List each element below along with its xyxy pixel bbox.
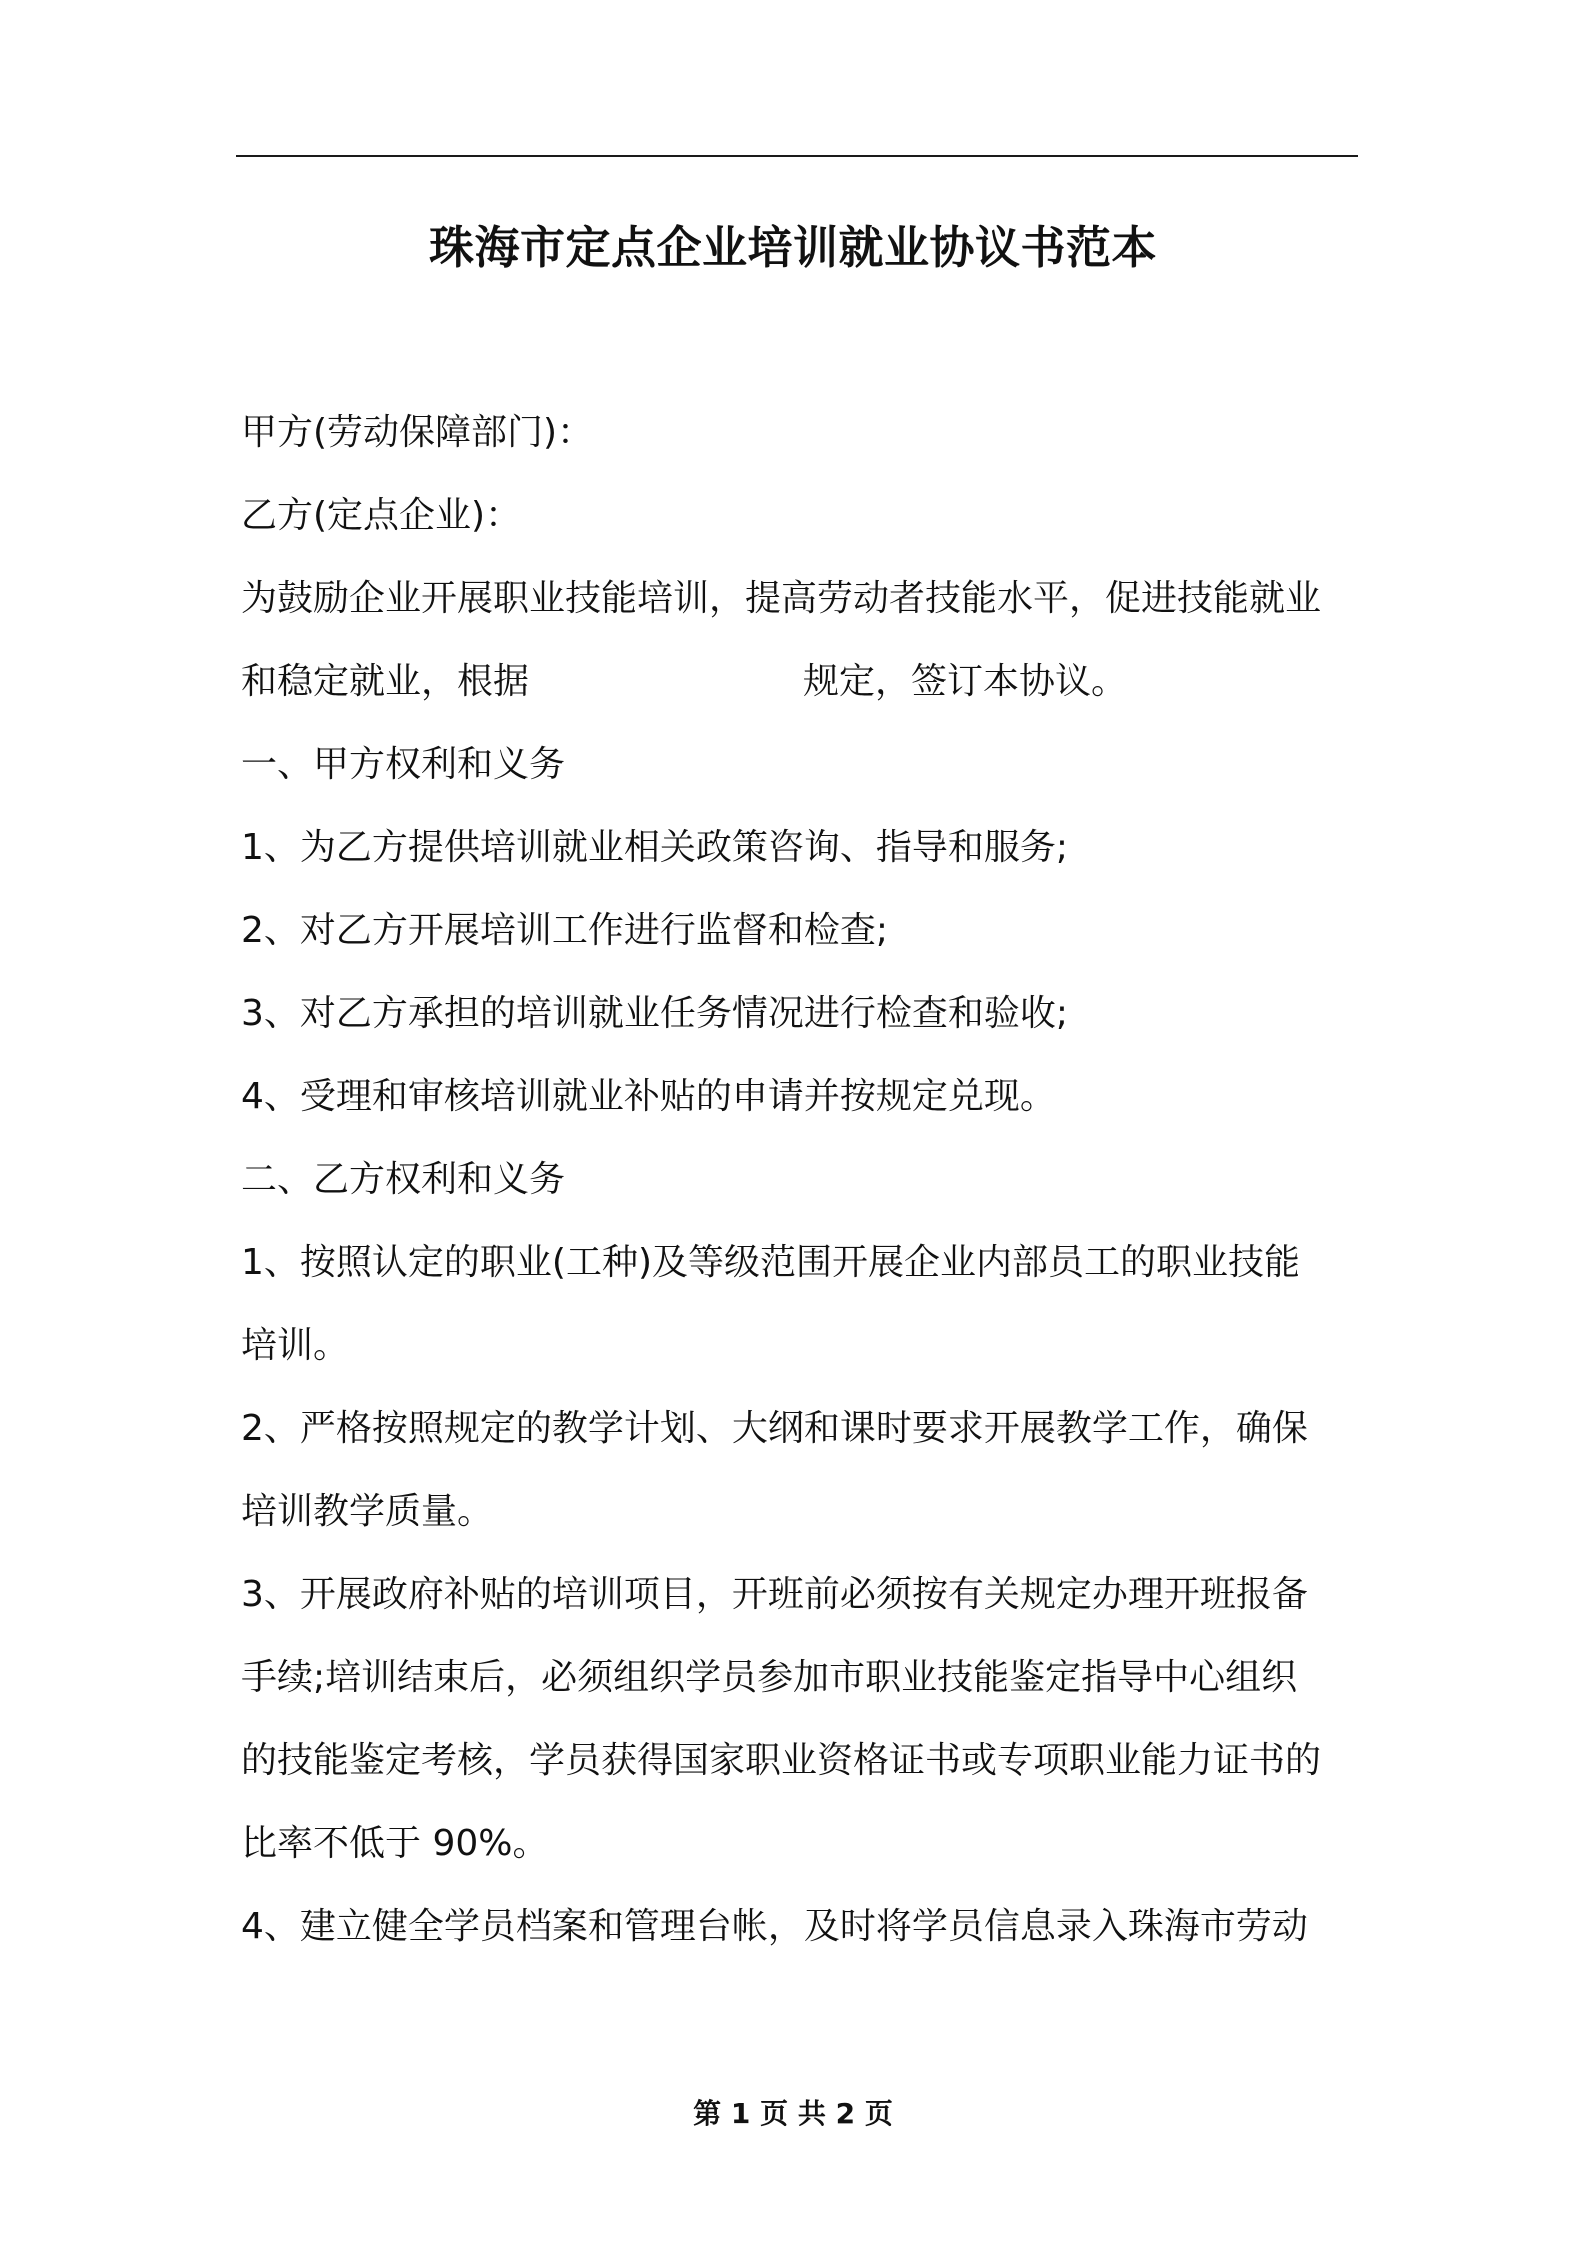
- party-b-clause-3-line-4: 比率不低于 90%。: [241, 1823, 549, 1864]
- party-b-clause-1-line-1: 1、按照认定的职业(工种)及等级范围开展企业内部员工的职业技能: [241, 1242, 1300, 1283]
- party-a-clause-3: 3、对乙方承担的培训就业任务情况进行检查和验收;: [241, 993, 1069, 1034]
- section-heading-party-b: 二、乙方权利和义务: [241, 1159, 566, 1200]
- preamble-line-2: [241, 657, 1127, 707]
- preamble-line-1: 为鼓励企业开展职业技能培训，提高劳动者技能水平，促进技能就业: [241, 578, 1322, 619]
- party-b-clause-1-line-2: 培训。: [241, 1325, 350, 1366]
- party-b-line: 乙方(定点企业)：: [241, 495, 522, 536]
- header-rule: [236, 155, 1358, 157]
- party-a-line: 甲方(劳动保障部门)：: [241, 412, 594, 453]
- party-b-clause-3-line-1: 3、开展政府补贴的培训项目，开班前必须按有关规定办理开班报备: [241, 1574, 1308, 1615]
- section-heading-party-a: 一、甲方权利和义务: [241, 744, 566, 785]
- preamble-line-2-start: 和稳定就业，根据: [241, 661, 530, 702]
- page-indicator: 第 1 页 共 2 页: [693, 2097, 893, 2130]
- party-b-clause-2-line-2: 培训教学质量。: [241, 1491, 494, 1532]
- party-b-clause-4-line-1: 4、建立健全学员档案和管理台帐，及时将学员信息录入珠海市劳动: [241, 1906, 1308, 1947]
- party-b-clause-3-line-3: 的技能鉴定考核，学员获得国家职业资格证书或专项职业能力证书的: [241, 1740, 1322, 1781]
- party-a-clause-4: 4、受理和审核培训就业补贴的申请并按规定兑现。: [241, 1076, 1056, 1117]
- party-b-clause-3-line-2: 手续;培训结束后，必须组织学员参加市职业技能鉴定指导中心组织: [241, 1657, 1298, 1698]
- document-title: 珠海市定点企业培训就业协议书范本: [428, 221, 1157, 274]
- preamble-line-2-end: 规定，签订本协议。: [803, 661, 1128, 702]
- party-a-clause-2: 2、对乙方开展培训工作进行监督和检查;: [241, 910, 889, 951]
- party-b-clause-2-line-1: 2、严格按照规定的教学计划、大纲和课时要求开展教学工作，确保: [241, 1408, 1308, 1449]
- party-a-clause-1: 1、为乙方提供培训就业相关政策咨询、指导和服务;: [241, 827, 1069, 868]
